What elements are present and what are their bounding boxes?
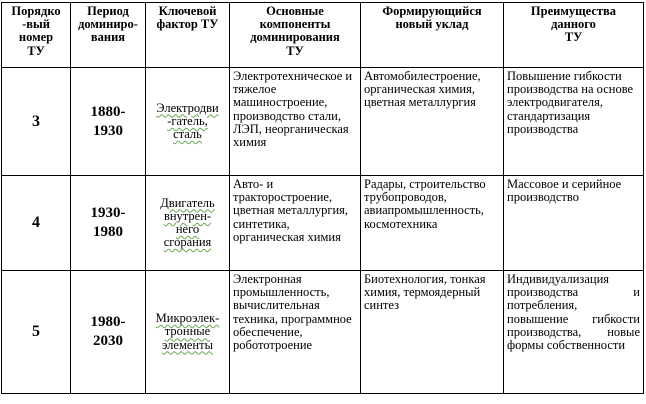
advantages: Массовое и серийное производство	[504, 176, 644, 271]
period: 1880- 1930	[71, 68, 146, 176]
table-body	[2, 68, 644, 394]
period: 1930- 1980	[71, 176, 146, 271]
new-order: Радары, строительство трубопроводов, авиапромышленность, космотехника	[361, 176, 504, 271]
header-advantages: Преимущества данного ТУ	[504, 3, 644, 68]
main-components: Электротехническое и тяжелое машиностроение, производство стали, ЛЭП, неорганическая химия	[230, 68, 361, 176]
header-new-order: Формирующийся новый уклад	[361, 3, 504, 68]
key-factor: Микроэлек- тронные элементы	[146, 271, 230, 394]
advantages: Повышение гибкости производства на основе электродвигателя, стандартизация производства	[504, 68, 644, 176]
order-number: 5	[2, 271, 71, 394]
table-header	[2, 3, 644, 68]
table-row	[2, 176, 644, 271]
advantages: Индивидуализация производства и потребления, повышение гибкости производства, новые формы собственности	[504, 271, 644, 394]
header-period: Период доминиро- вания	[71, 3, 146, 68]
main-components: Авто- и тракторостроение, цветная металлургия, синтетика, органическая химия	[230, 176, 361, 271]
order-number: 3	[2, 68, 71, 176]
header-key-factor: Ключевой фактор ТУ	[146, 3, 230, 68]
table-row	[2, 271, 644, 394]
header-main-components: Основные компоненты доминирования ТУ	[230, 3, 361, 68]
technological-orders-table	[1, 2, 644, 394]
new-order: Автомобилестроение, органическая химия, цветная металлургия	[361, 68, 504, 176]
main-components: Электронная промышленность, вычислительная техника, программное обеспечение, робототроение	[230, 271, 361, 394]
table-row	[2, 68, 644, 176]
order-number: 4	[2, 176, 71, 271]
header-row	[2, 3, 644, 68]
key-factor: Двигатель внутрен- него сгорания	[146, 176, 230, 271]
key-factor: Электродви -гатель, сталь	[146, 68, 230, 176]
header-order-number: Порядко -вый номер ТУ	[2, 3, 71, 68]
new-order: Биотехнология, тонкая химия, термоядерный синтез	[361, 271, 504, 394]
period: 1980- 2030	[71, 271, 146, 394]
